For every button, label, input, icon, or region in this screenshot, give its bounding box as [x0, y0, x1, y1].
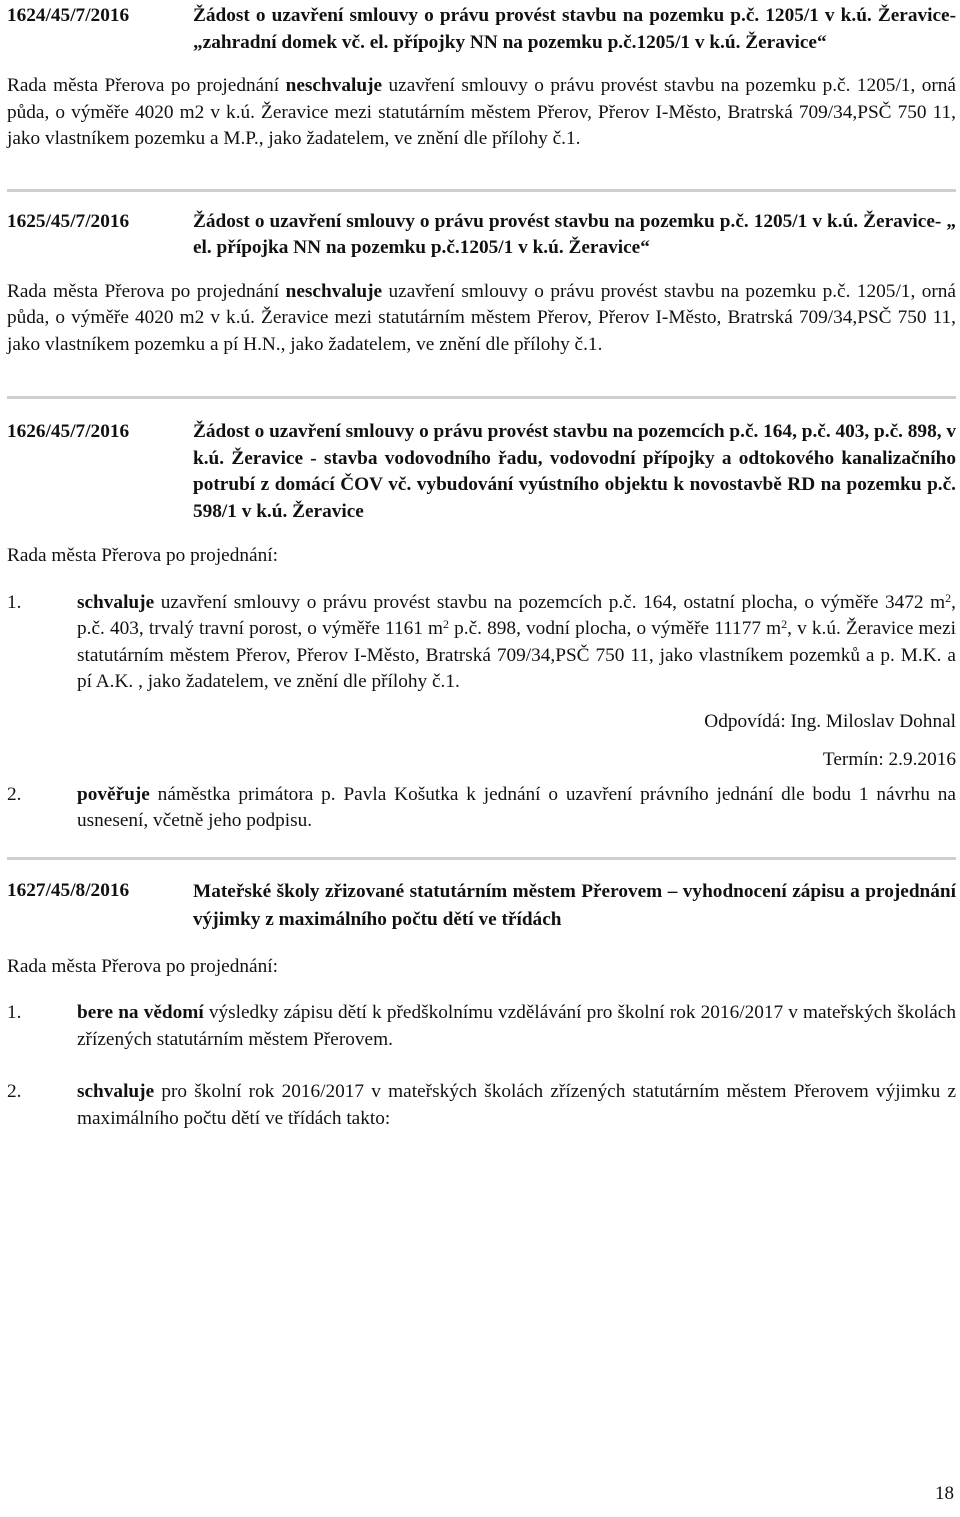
point-text: schvaluje pro školní rok 2016/2017 v mateřských školách zřízených statutárním městem Přerovem výjimku z maximálního počtu dětí ve třídách takto: — [77, 1081, 956, 1129]
resolution-1624 — [7, 3, 956, 153]
resolution-1627 — [7, 878, 956, 1133]
separator — [7, 189, 956, 192]
resolution-intro: Rada města Přerova po projednání: — [7, 955, 278, 977]
list-item — [7, 1079, 956, 1132]
resolution-title: Žádost o uzavření smlouvy o právu provést stavbu na pozemcích p.č. 164, p.č. 403, p.č. 898, v k.ú. Žeravice - stavba vodovodního řadu, vodovodní přípojky a odtokového kanalizačního potrubí z domácí ČOV vč. vybudování vyústního objektu k novostavbě RD na pozemku p.č. 598/1 v k.ú. Žeravice — [193, 421, 956, 522]
separator — [7, 857, 956, 860]
point-number: 1. — [7, 591, 22, 613]
point-text: bere na vědomí výsledky zápisu dětí k předškolnímu vzdělávání pro školní rok 2016/2017 v mateřských školách zřízených statutárním městem Přerovem. — [77, 1002, 956, 1050]
resolution-title: Žádost o uzavření smlouvy o právu provést stavbu na pozemku p.č. 1205/1 v k.ú. Žeravice- „zahradní domek vč. el. přípojky NN na pozemku p.č.1205/1 v k.ú. Žeravice“ — [193, 5, 956, 53]
responsible-person: Odpovídá: Ing. Miloslav Dohnal — [704, 710, 956, 732]
point-number: 2. — [7, 783, 22, 805]
resolution-number: 1625/45/7/2016 — [7, 210, 130, 232]
resolution-title: Žádost o uzavření smlouvy o právu provést stavbu na pozemku p.č. 1205/1 v k.ú. Žeravice- „ el. přípojka NN na pozemku p.č.1205/1 v k.ú. Žeravice“ — [193, 210, 956, 258]
deadline: Termín: 2.9.2016 — [822, 749, 956, 770]
verdict: neschvaluje — [285, 280, 383, 302]
resolution-number: 1627/45/8/2016 — [7, 879, 130, 901]
list-item — [7, 1000, 956, 1053]
point-text: pověřuje náměstka primátora p. Pavla Košutka k jednání o uzavření právního jednání dle bodu 1 návrhu na usnesení, včetně jeho podpisu. — [77, 783, 956, 831]
resolution-header — [7, 3, 956, 56]
resolution-1625 — [7, 209, 956, 359]
separator — [7, 396, 956, 399]
resolution-points — [7, 590, 956, 835]
resolution-number: 1624/45/7/2016 — [7, 5, 130, 26]
resolution-body: Rada města Přerova po projednání neschvaluje uzavření smlouvy o právu provést stavbu na pozemku p.č. 1205/1, orná půda, o výměře 4020 m2 v k.ú. Žeravice mezi statutárním městem Přerov, Přerov I-Město, Bratrská 709/34,PSČ 750 11, jako vlastníkem pozemku a M.P., jako žadatelem, ve znění dle přílohy č.1. — [7, 75, 956, 149]
resolution-number: 1626/45/7/2016 — [7, 421, 130, 442]
document-page — [7, 0, 956, 1132]
list-item — [7, 782, 956, 835]
resolution-points — [7, 1000, 956, 1132]
point-text: schvaluje uzavření smlouvy o právu provést stavbu na pozemcích p.č. 164, ostatní plocha, o výměře 3472 $m^2$, p.č. 403, trvalý travní porost, o výměře 1161 $m^2$ p.č. 898, vodní plocha, o výměře 11177 $m^2$, v k.ú. Žeravice mezi statutárním městem Přerov, Přerov I-Město, Bratrská 709/34,PSČ 750 11, jako vlastníkem pozemků a p. M.K. a pí A.K. , jako žadatelem, ve znění dle přílohy č.1. — [77, 590, 956, 692]
resolution-1626 — [7, 419, 956, 835]
resolution-header — [7, 419, 956, 525]
verdict: neschvaluje — [285, 75, 383, 96]
point-number: 1. — [7, 1002, 22, 1023]
page-number: 18 — [935, 1482, 954, 1504]
resolution-intro: Rada města Přerova po projednání: — [7, 545, 278, 566]
list-item — [7, 590, 956, 696]
resolution-header — [7, 878, 956, 934]
resolution-title: Mateřské školy zřizované statutárním městem Přerovem – vyhodnocení zápisu a projednání výjimky z maximálního počtu dětí ve třídách — [193, 880, 956, 930]
resolution-header — [7, 209, 956, 262]
point-number: 2. — [7, 1081, 22, 1102]
resolution-body: Rada města Přerova po projednání neschvaluje uzavření smlouvy o právu provést stavbu na pozemku p.č. 1205/1, orná půda, o výměře 4020 m2 v k.ú. Žeravice mezi statutárním městem Přerov, Přerov I-Město, Bratrská 709/34,PSČ 750 11, jako vlastníkem pozemku a pí H.N., jako žadatelem, ve znění dle přílohy č.1. — [7, 280, 956, 355]
